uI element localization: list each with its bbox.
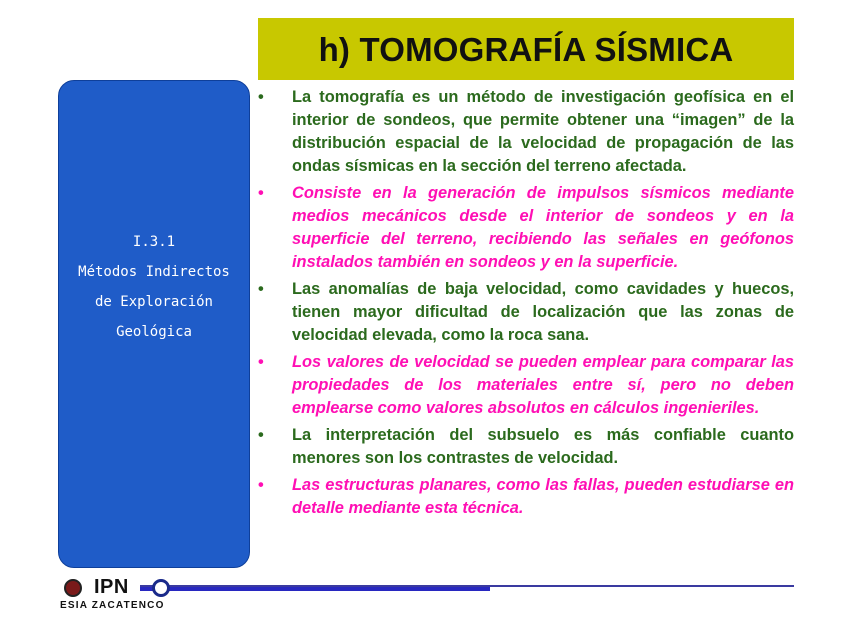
bullet-text: La tomografía es un método de investigación geofísica en el interior de sondeos, que permite obtener una “imagen” de la distribución espacial de la velocidad de propagación de las ondas sísmicas en la sección del terreno afectada.: [292, 88, 794, 175]
bullet-text: Las anomalías de baja velocidad, como cavidades y huecos, tienen mayor dificultad de localización que las zonas de velocidad elevada, como la roca sana.: [292, 280, 794, 344]
section-line-3: Geológica: [116, 324, 192, 340]
section-panel: [58, 80, 250, 568]
section-line-1: Métodos Indirectos: [78, 264, 230, 280]
title-bar: [258, 18, 794, 80]
bullet-marker: •: [258, 476, 264, 494]
bullet-marker: •: [258, 353, 264, 371]
bullet-item: [254, 86, 794, 178]
bullet-item: [254, 278, 794, 347]
section-number: I.3.1: [132, 234, 176, 250]
bullet-text: Consiste en la generación de impulsos sísmicos mediante medios mecánicos desde el interior de sondeos y en la superficie del terreno, recibiendo las señales en geófonos instalados también en sondeos y en la superficie.: [292, 184, 794, 271]
section-label: [59, 227, 249, 347]
bullet-marker: •: [258, 426, 264, 444]
logo-school-text: ESIA ZACATENCO: [60, 600, 165, 611]
school-logo: [60, 576, 180, 616]
footer-accent-bar: [140, 587, 490, 591]
bullet-text: Los valores de velocidad se pueden emplear para comparar las propiedades de los materiales entre sí, pero no deben emplearse como valores absolutos en cálculos ingenieriles.: [292, 353, 794, 417]
bullet-text: La interpretación del subsuelo es más confiable cuanto menores son los contrastes de velocidad.: [292, 426, 794, 467]
section-line-2: de Exploración: [94, 294, 213, 310]
bullet-item: [254, 351, 794, 420]
bullet-marker: •: [258, 184, 264, 202]
bullet-item: [254, 424, 794, 470]
slide-title: h) TOMOGRAFÍA SÍSMICA: [318, 31, 734, 68]
bullet-text: Las estructuras planares, como las fallas, pueden estudiarse en detalle mediante esta técnica.: [292, 476, 794, 517]
logo-ipn-text: IPN: [94, 576, 129, 598]
bullet-marker: •: [258, 88, 264, 106]
esia-emblem-icon: [152, 579, 170, 597]
bullet-item: [254, 182, 794, 274]
bullet-list: [254, 86, 794, 524]
bullet-marker: •: [258, 280, 264, 298]
ipn-emblem-icon: [64, 579, 82, 597]
bullet-item: [254, 474, 794, 520]
